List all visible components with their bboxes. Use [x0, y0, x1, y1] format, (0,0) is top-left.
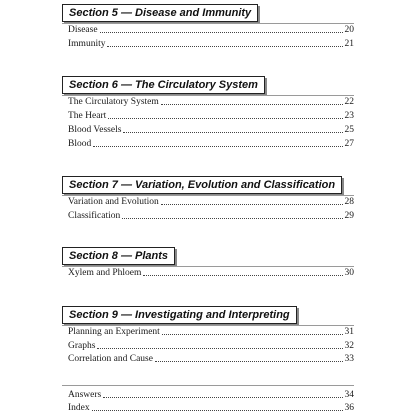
dot-leader — [161, 204, 343, 205]
dot-leader — [103, 397, 342, 398]
toc-entry-label: Disease — [68, 25, 98, 35]
toc-page-number: 29 — [344, 211, 354, 221]
dot-leader — [107, 46, 342, 47]
toc-entry-xylem-phloem[interactable] — [68, 267, 354, 279]
back-matter-divider — [62, 385, 354, 386]
section-5-title: Section 5 — Disease and Immunity — [62, 4, 258, 22]
dot-leader — [155, 361, 343, 362]
toc-entry-graphs[interactable] — [68, 340, 354, 352]
toc-entry-label: Index — [68, 403, 90, 413]
toc-entry-planning-experiment[interactable] — [68, 326, 354, 338]
toc-page-number: 21 — [344, 39, 354, 49]
toc-entry-variation-evolution[interactable] — [68, 196, 354, 208]
toc-entry-correlation-cause[interactable] — [68, 353, 354, 365]
toc-entry-circulatory-system[interactable] — [68, 96, 354, 108]
dot-leader — [93, 146, 342, 147]
toc-entry-heart[interactable] — [68, 110, 354, 122]
dot-leader — [108, 118, 342, 119]
toc-entry-blood-vessels[interactable] — [68, 124, 354, 136]
toc-entry-label: The Circulatory System — [68, 97, 159, 107]
toc-entry-classification[interactable] — [68, 210, 354, 222]
dot-leader — [100, 32, 343, 33]
toc-page-number: 28 — [344, 197, 354, 207]
toc-entry-immunity[interactable] — [68, 38, 354, 50]
toc-entry-label: Immunity — [68, 39, 106, 49]
dot-leader — [143, 275, 342, 276]
toc-page-number: 36 — [344, 403, 354, 413]
toc-page-number: 25 — [344, 125, 354, 135]
toc-entry-label: Graphs — [68, 341, 96, 351]
toc-page-number: 33 — [344, 354, 354, 364]
toc-entry-label: The Heart — [68, 111, 107, 121]
toc-entry-label: Answers — [68, 390, 102, 400]
toc-entry-label: Classification — [68, 211, 121, 221]
dot-leader — [123, 132, 342, 133]
section-6-title: Section 6 — The Circulatory System — [62, 76, 265, 94]
toc-entry-answers[interactable] — [68, 389, 354, 401]
toc-page-number: 34 — [344, 390, 354, 400]
toc-entry-label: Planning an Experiment — [68, 327, 160, 337]
toc-entry-label: Blood — [68, 139, 92, 149]
toc-page-number: 31 — [344, 327, 354, 337]
toc-entry-label: Variation and Evolution — [68, 197, 159, 207]
toc-entry-index[interactable] — [68, 402, 354, 414]
toc-page-number: 20 — [344, 25, 354, 35]
toc-entry-label: Xylem and Phloem — [68, 268, 142, 278]
section-8-title: Section 8 — Plants — [62, 247, 175, 265]
toc-page-number: 27 — [344, 139, 354, 149]
toc-page-number: 32 — [344, 341, 354, 351]
dot-leader — [122, 218, 342, 219]
toc-page-number: 23 — [344, 111, 354, 121]
section-9-title: Section 9 — Investigating and Interpreting — [62, 306, 297, 324]
toc-entry-disease[interactable] — [68, 24, 354, 36]
toc-entry-label: Correlation and Cause — [68, 354, 153, 364]
dot-leader — [97, 348, 342, 349]
dot-leader — [161, 104, 343, 105]
toc-entry-label: Blood Vessels — [68, 125, 122, 135]
toc-page-number: 30 — [344, 268, 354, 278]
dot-leader — [92, 410, 343, 411]
toc-page-number: 22 — [344, 97, 354, 107]
dot-leader — [162, 334, 343, 335]
toc-entry-blood[interactable] — [68, 138, 354, 150]
section-7-title: Section 7 — Variation, Evolution and Classification — [62, 176, 342, 194]
